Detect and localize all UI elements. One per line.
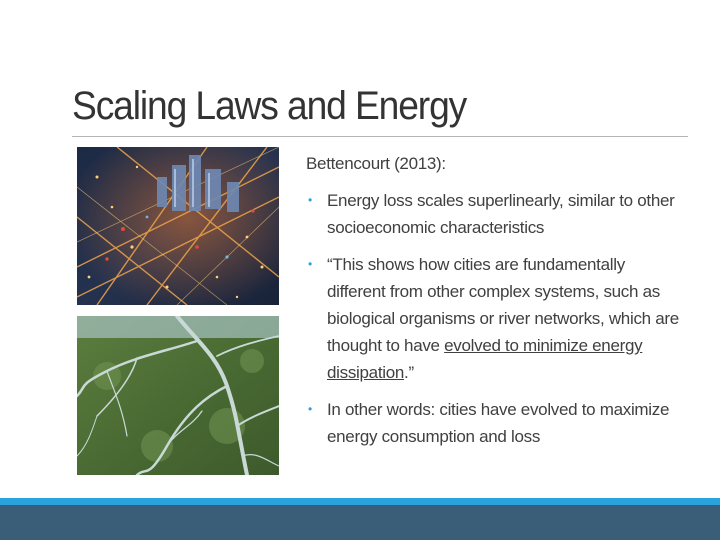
aerial-river-delta-photo bbox=[77, 316, 279, 475]
bullet-list bbox=[306, 187, 686, 450]
citation-heading: Bettencourt (2013): bbox=[306, 154, 446, 173]
bullet-item bbox=[306, 251, 686, 386]
bullet-text: In other words: cities have evolved to maximize energy consumption and loss bbox=[327, 400, 670, 446]
slide-title: Scaling Laws and Energy bbox=[72, 84, 467, 128]
aerial-city-night-photo bbox=[77, 147, 279, 305]
bullet-text: Energy loss scales superlinearly, similar to other socioeconomic characteristics bbox=[327, 191, 675, 237]
bullet-icon: • bbox=[308, 193, 312, 207]
bullet-item bbox=[306, 187, 686, 241]
bullet-item bbox=[306, 396, 686, 450]
title-divider bbox=[72, 136, 688, 137]
bullet-icon: • bbox=[308, 402, 312, 416]
bullet-icon: • bbox=[308, 257, 312, 271]
slide-body bbox=[306, 150, 686, 460]
quote-end: .” bbox=[404, 363, 414, 382]
quote-emphasis: evolved to minimize energy dissipation bbox=[327, 336, 643, 382]
footer-bar bbox=[0, 505, 720, 540]
footer-accent-bar bbox=[0, 498, 720, 505]
quote-text: “This shows how cities are fundamentally different from other complex systems, such as biological organisms or river networks, which are thought to have bbox=[327, 255, 679, 355]
